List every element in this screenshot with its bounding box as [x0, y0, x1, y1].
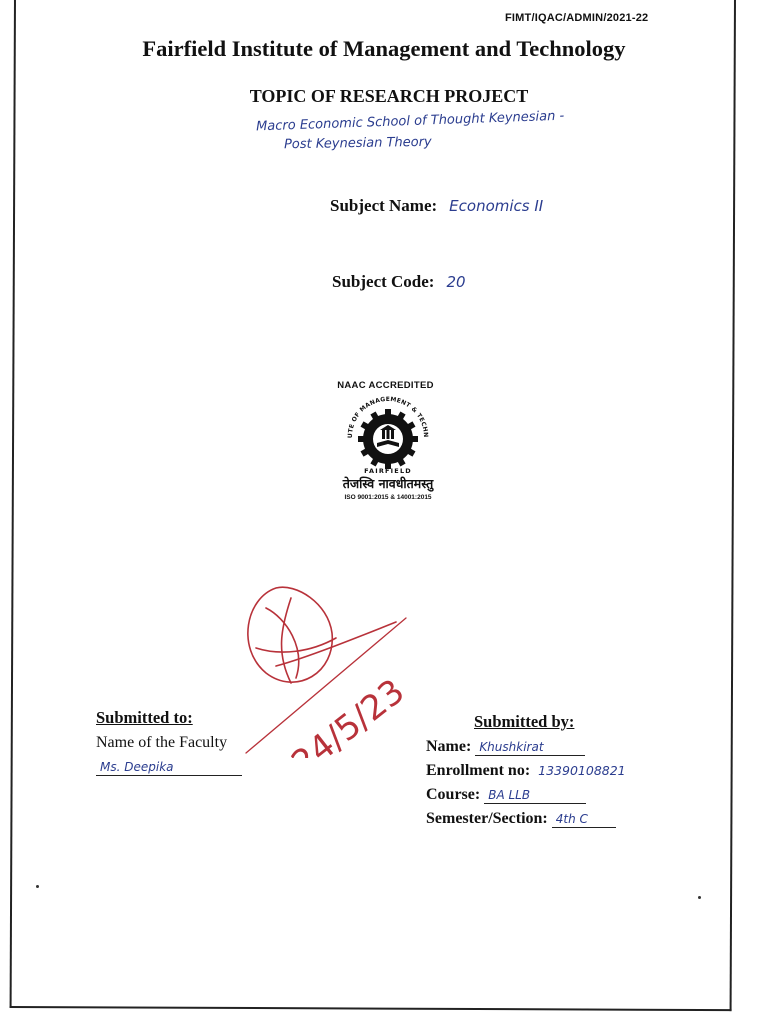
- student-name-label: Name:: [426, 738, 472, 755]
- speck: [36, 885, 39, 888]
- faculty-value: Ms. Deepika: [100, 760, 174, 774]
- stamp-date: 24/5/23: [284, 671, 413, 758]
- institute-logo: [318, 380, 458, 501]
- naac-accredited-label: NAAC ACCREDITED: [337, 380, 434, 391]
- document-code: FIMT/IQAC/ADMIN/2021-22: [505, 12, 649, 24]
- date-stamp-signature: [236, 578, 416, 758]
- submitted-by-heading: Submitted by:: [474, 712, 575, 731]
- subject-code-value: 20: [446, 273, 466, 291]
- iso-certification: ISO 9001:2015 & 14001:2015: [344, 494, 432, 501]
- svg-text:INSTITUTE OF MANAGEMENT & TECH: UTE OF MANAGEMENT & TECHN: [346, 395, 430, 439]
- semester-value: 4th C: [555, 812, 588, 826]
- institute-seal-icon: [336, 395, 440, 475]
- subject-name-value: Economics II: [449, 197, 544, 215]
- subject-code-row: [332, 272, 466, 292]
- speck: [698, 896, 701, 899]
- semester-field: [552, 810, 616, 828]
- submitted-by-section: [426, 712, 626, 834]
- course-field: [484, 786, 586, 804]
- subject-name-label: Subject Name:: [330, 196, 438, 215]
- submitted-to-heading: Submitted to:: [96, 708, 193, 727]
- institute-title: Fairfield Institute of Management and Technology: [142, 36, 626, 61]
- submitted-to-section: [96, 708, 242, 782]
- semester-label: Semester/Section:: [426, 810, 548, 827]
- svg-text:FAIRFIELD: FAIRFIELD: [364, 467, 412, 475]
- subject-code-label: Subject Code:: [332, 272, 435, 291]
- page-border: [10, 0, 736, 1011]
- faculty-label: Name of the Faculty: [96, 734, 228, 751]
- topic-heading: TOPIC OF RESEARCH PROJECT: [249, 86, 529, 106]
- enrollment-value: 13390108821: [538, 763, 626, 778]
- student-name-field: [475, 738, 585, 756]
- enrollment-label: Enrollment no:: [426, 762, 531, 779]
- course-value: BA LLB: [488, 788, 531, 802]
- institute-motto: तेजस्वि नावधीतमस्तु: [342, 476, 434, 491]
- topic-value-line-2: Post Keynesian Theory: [283, 134, 432, 153]
- faculty-field: [96, 758, 242, 776]
- topic-value-line-1: Macro Economic School of Thought Keynesian -: [255, 108, 565, 135]
- student-name-value: Khushkirat: [479, 740, 544, 754]
- course-label: Course:: [426, 786, 481, 803]
- subject-name-row: [330, 196, 543, 216]
